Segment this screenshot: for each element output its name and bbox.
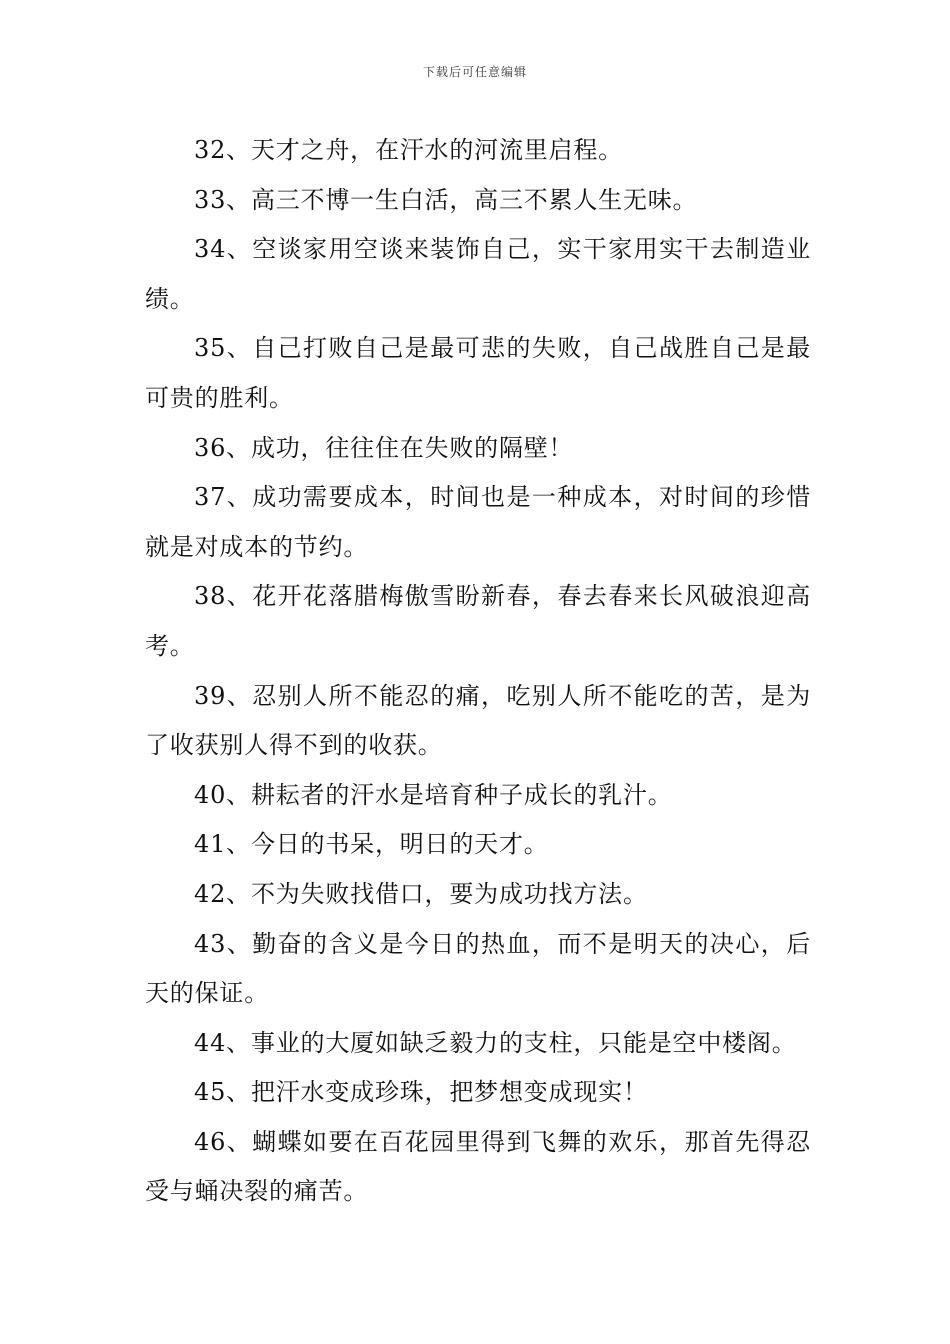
quote-paragraph: 43、勤奋的含义是今日的热血，而不是明天的决心，后天的保证。 bbox=[145, 929, 811, 1008]
page-header: 下载后可任意编辑 bbox=[422, 65, 527, 79]
quote-paragraph: 33、高三不博一生白活，高三不累人生无味。 bbox=[194, 185, 698, 214]
quote-paragraph: 46、蝴蝶如要在百花园里得到飞舞的欢乐，那首先得忍受与蛹决裂的痛苦。 bbox=[145, 1127, 811, 1206]
quote-paragraph: 41、今日的书呆，明日的天才。 bbox=[194, 830, 549, 859]
quote-paragraph: 36、成功，往往住在失败的隔壁！ bbox=[194, 433, 574, 462]
quote-paragraph: 44、事业的大厦如缺乏毅力的支柱，只能是空中楼阁。 bbox=[194, 1028, 797, 1057]
quote-paragraph: 37、成功需要成本，时间也是一种成本，对时间的珍惜就是对成本的节约。 bbox=[145, 483, 811, 561]
quote-paragraph: 39、忍别人所不能忍的痛，吃别人所不能吃的苦，是为了收获别人得不到的收获。 bbox=[145, 681, 811, 760]
quote-paragraph: 32、天才之舟，在汗水的河流里启程。 bbox=[194, 136, 623, 164]
quote-paragraph: 45、把汗水变成珍珠，把梦想变成现实！ bbox=[194, 1078, 648, 1107]
document-body bbox=[145, 126, 811, 1217]
quote-paragraph: 40、耕耘者的汗水是培育种子成长的乳汁。 bbox=[194, 780, 673, 809]
quote-paragraph: 42、不为失败找借口，要为成功找方法。 bbox=[194, 879, 648, 908]
quote-paragraph: 34、空谈家用空谈来装饰自己，实干家用实干去制造业绩。 bbox=[145, 235, 811, 313]
quote-paragraph: 38、花开花落腊梅傲雪盼新春，春去春来长风破浪迎高考。 bbox=[145, 582, 811, 660]
quote-paragraph: 35、自己打败自己是最可悲的失败，自己战胜自己是最可贵的胜利。 bbox=[145, 334, 811, 412]
